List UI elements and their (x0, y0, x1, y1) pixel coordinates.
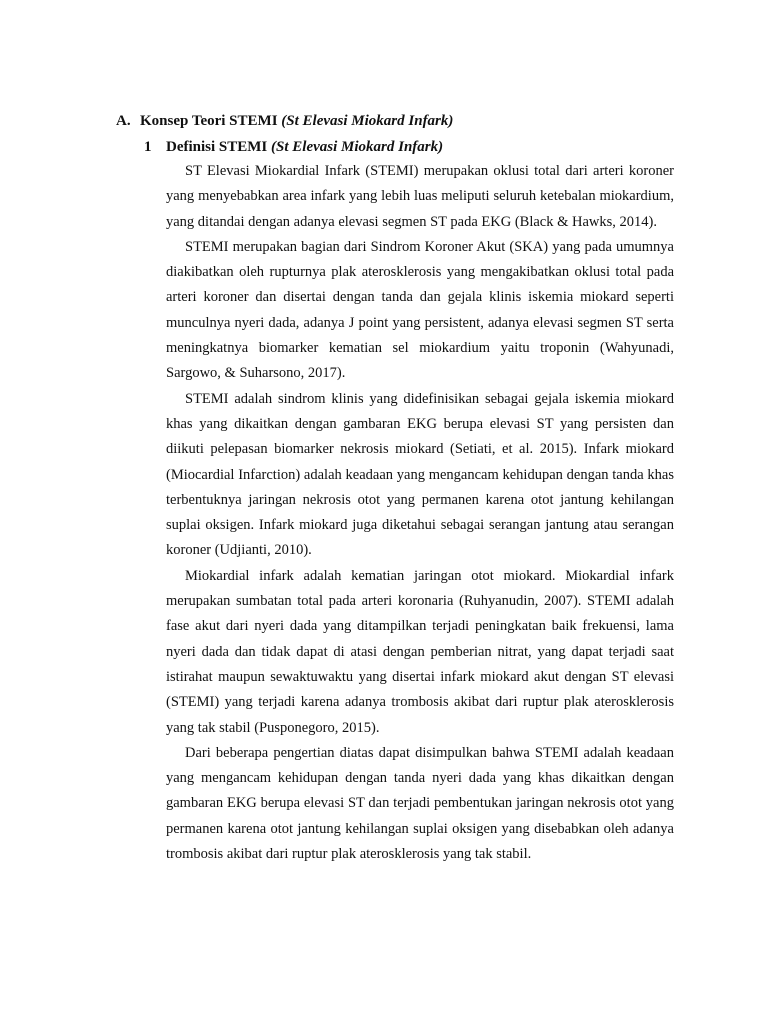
paragraph-2: STEMI merupakan bagian dari Sindrom Koroner Akut (SKA) yang pada umumnya diakibatkan oleh rupturnya plak aterosklerosis yang mengakibatkan oklusi total pada arteri koroner dan disertai dengan tanda dan gejala klinis iskemia miokard seperti munculnya nyeri dada, adanya J point yang persistent, adanya elevasi segmen ST serta meningkatnya biomarker kematian sel miokardium yaitu troponin (Wahyunadi, Sargowo, & Suharsono, 2017). (166, 238, 674, 382)
subsection-number: 1 (144, 139, 152, 155)
paragraph-1: ST Elevasi Miokardial Infark (STEMI) merupakan oklusi total dari arteri koroner yang menyebabkan area infark yang lebih luas meliputi seluruh ketebalan miokardium, yang ditandai dengan adanya elevasi segmen ST pada EKG (Black & Hawks, 2014). (166, 163, 674, 230)
paragraph-3: STEMI adalah sindrom klinis yang didefinisikan sebagai gejala iskemia miokard khas yang dikaitkan dengan gambaran EKG berupa elevasi ST yang persisten dan diikuti pelepasan biomarker nekrosis miokard (Setiati, et al. 2015). Infark miokard (Miocardial Infarction) adalah keadaan yang mengancam kehidupan dengan tanda khas terbentuknya jaringan nekrosis otot yang permanen karena otot jantung kehilangan suplai oksigen. Infark miokard juga diketahui sebagai serangan jantung atau serangan koroner (Udjianti, 2010). (166, 390, 674, 559)
section-heading (116, 111, 453, 131)
paragraph-4: Miokardial infark adalah kematian jaringan otot miokard. Miokardial infark merupakan sumbatan total pada arteri koronaria (Ruhyanudin, 2007). STEMI adalah fase akut dari nyeri dada yang ditampilkan terjadi peningkatan baik frekuensi, lama nyeri dada dan tidak dapat di atasi dengan pemberian nitrat, yang dapat terjadi saat istirahat maupun sewaktuwaktu yang disertai infark miokard akut dengan ST elevasi (STEMI) yang terjadi karena adanya trombosis akibat dari ruptur plak aterosklerosis yang tak stabil (Pusponegoro, 2015). (166, 567, 674, 736)
section-title-italic: (St Elevasi Miokard Infark) (281, 113, 454, 129)
paragraph-5: Dari beberapa pengertian diatas dapat disimpulkan bahwa STEMI adalah keadaan yang mengancam kehidupan dengan tanda nyeri dada yang khas dikaitkan dengan gambaran EKG berupa elevasi ST dan terjadi pembentukan jaringan nekrosis otot yang permanen karena otot jantung kehilangan suplai oksigen yang disebabkan oleh adanya trombosis akibat dari ruptur plak aterosklerosis yang tak stabil. (166, 744, 674, 863)
section-title: Konsep Teori STEMI (140, 113, 278, 129)
subsection-title-italic: (St Elevasi Miokard Infark) (271, 139, 444, 155)
subsection-heading (144, 137, 443, 157)
body-text (166, 159, 674, 867)
subsection-title: Definisi STEMI (166, 139, 268, 155)
section-number: A. (116, 113, 131, 129)
